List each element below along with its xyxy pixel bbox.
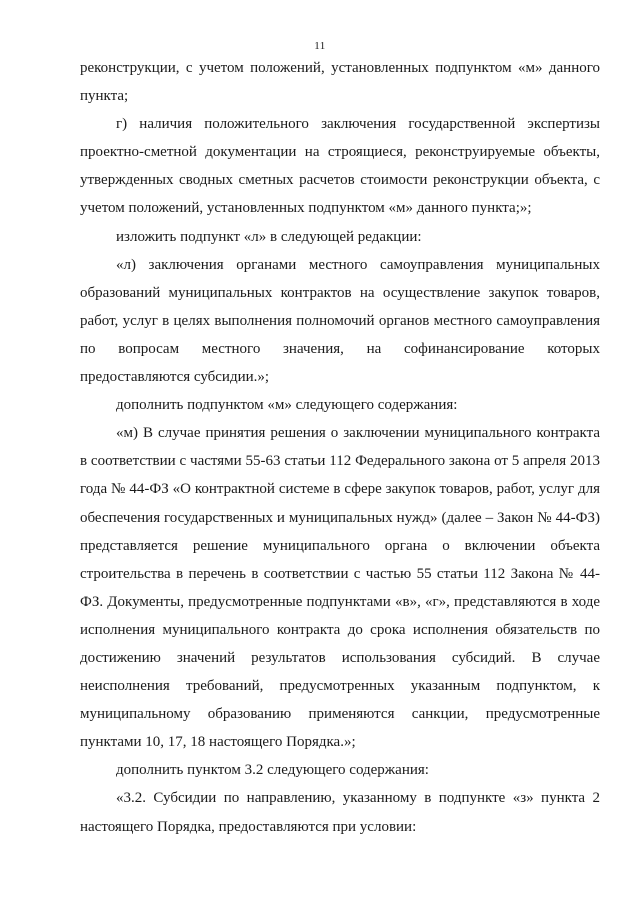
paragraph-continuation: реконструкции, с учетом положений, установленных подпунктом «м» данного пункта; — [80, 60, 600, 105]
paragraph-add-m: дополнить подпунктом «м» следующего содержания: — [116, 397, 458, 414]
document-body — [80, 54, 600, 841]
paragraph-amend-l: изложить подпункт «л» в следующей редакции: — [116, 228, 422, 245]
paragraph-point-3-2: «3.2. Субсидии по направлению, указанному в подпункте «з» пункта 2 настоящего Порядка, предоставляются при условии: — [80, 790, 600, 835]
paragraph-subpoint-m: «м) В случае принятия решения о заключении муниципального контракта в соответствии с частями 55-63 статьи 112 Федерального закона от 5 апреля 2013 года № 44-ФЗ «О контрактной системе в сфере закупок товаров, работ, услуг для обеспечения государственных и муниципальных нужд» (далее – Закон № 44-ФЗ) представляется решение муниципального органа о включении объекта строительства в перечень в соответствии с частью 55 статьи 112 Закона № 44-ФЗ. Документы, предусмотренные подпунктами «в», «г», представляются в ходе исполнения муниципального контракта до срока исполнения обязательств по достижению значений результатов использования субсидий. В случае неисполнения требований, предусмотренных указанным подпунктом, к муниципальному образованию применяются санкции, предусмотренные пунктами 10, 17, 18 настоящего Порядка.»; — [80, 425, 600, 751]
paragraph-subpoint-l: «л) заключения органами местного самоуправления муниципальных образований муниципальных контрактов на осуществление закупок товаров, работ, услуг в целях выполнения полномочий органов местного самоуправления по вопросам местного значения, на софинансирование которых предоставляются субсидии.»; — [80, 256, 600, 386]
page-number: 11 — [314, 40, 326, 52]
paragraph-subpoint-g: г) наличия положительного заключения государственной экспертизы проектно-сметной документации на строящиеся, реконструируемые объекты, утвержденных сводных сметных расчетов стоимости реконструкции объекта, с учетом положений, установленных подпунктом «м» данного пункта;»; — [80, 116, 600, 217]
paragraph-add-3-2: дополнить пунктом 3.2 следующего содержания: — [116, 762, 429, 779]
